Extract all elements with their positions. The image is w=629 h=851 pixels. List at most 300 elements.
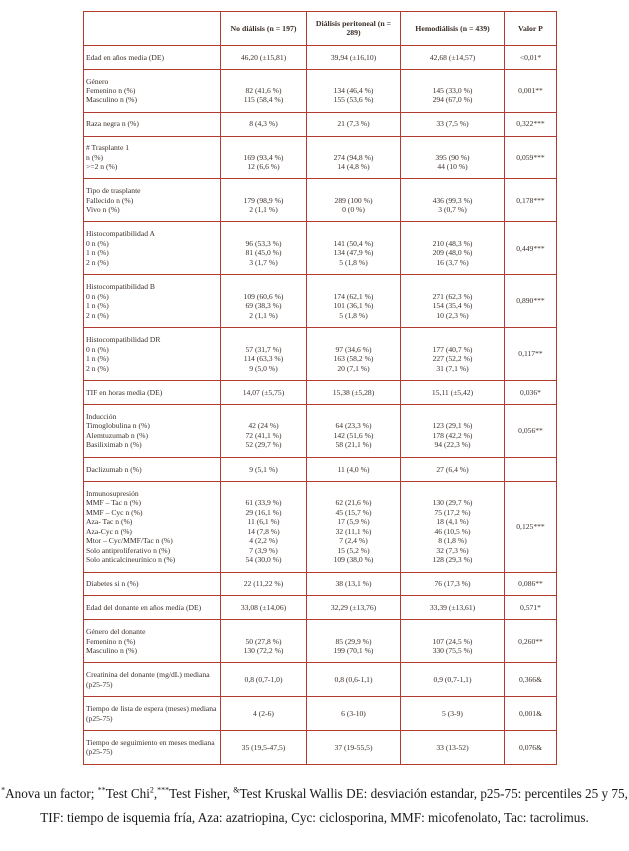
p-value-cell: 0,056** <box>505 404 557 457</box>
table-footnote <box>0 779 629 830</box>
table-row <box>84 404 557 457</box>
row-label-line: Edad del donante en años media (DE) <box>86 603 202 613</box>
no-dialisis-value-cell <box>221 69 307 112</box>
row-label-line: Raza negra n (%) <box>86 119 139 129</box>
no-dialisis-value-cell <box>221 179 307 222</box>
data-table-container <box>83 11 556 770</box>
no-dialisis-value-cell <box>221 222 307 275</box>
hemodialisis-value-line: 32 (7,3 %) <box>436 545 469 555</box>
dialisis-peritoneal-value-line <box>309 186 398 195</box>
no-dialisis-value-line: 33,08 (±14,06) <box>240 603 287 613</box>
header-blank <box>84 12 221 46</box>
hemodialisis-value-line: 145 (33,0 %) <box>432 85 473 95</box>
hemodialisis-value-cell <box>401 222 505 275</box>
hemodialisis-value-line <box>403 412 502 421</box>
row-label-line: Solo anticalcineurínico n (%) <box>86 555 176 565</box>
row-label-line: Masculino n (%) <box>86 646 138 656</box>
no-dialisis-value-line <box>223 186 304 195</box>
row-label-line: Daclizumab n (%) <box>86 464 142 474</box>
dialisis-peritoneal-value-cell <box>307 136 401 179</box>
header-valor-p: Valor P <box>505 12 557 46</box>
row-label-cell <box>84 572 221 596</box>
row-label-line: Histocompatibilidad A <box>86 229 155 239</box>
hemodialisis-value-cell <box>401 620 505 663</box>
dialisis-peritoneal-value-line: 134 (46,4 %) <box>333 85 374 95</box>
dialisis-peritoneal-value-line: 32 (11,1 %) <box>335 526 372 536</box>
dialisis-peritoneal-value-line: 37 (19-55,5) <box>334 742 373 752</box>
no-dialisis-value-cell <box>221 697 307 731</box>
dialisis-peritoneal-value-cell <box>307 179 401 222</box>
no-dialisis-value-line: 0,8 (0,7-1,0) <box>244 674 283 684</box>
hemodialisis-value-line <box>403 186 502 195</box>
hemodialisis-value-line: 94 (22,3 %) <box>434 440 471 450</box>
hemodialisis-value-line <box>403 143 502 152</box>
hemodialisis-value-line: 33 (13-52) <box>436 742 469 752</box>
row-label-cell <box>84 481 221 572</box>
no-dialisis-value-line: 54 (30,0 %) <box>245 555 282 565</box>
hemodialisis-value-line: 15,11 (±5,42) <box>431 387 474 397</box>
dialisis-peritoneal-value-cell <box>307 222 401 275</box>
no-dialisis-value-cell <box>221 404 307 457</box>
no-dialisis-value-line: 12 (6,6 %) <box>247 162 280 172</box>
dialisis-peritoneal-value-line: 155 (53,6 %) <box>333 95 374 105</box>
hemodialisis-value-line: 395 (90 %) <box>435 152 470 162</box>
no-dialisis-value-cell <box>221 572 307 596</box>
row-label-line: 0 n (%) <box>86 291 109 301</box>
hemodialisis-value-line: 271 (62,3 %) <box>432 291 473 301</box>
row-label-line: Diabetes si n (%) <box>86 579 139 589</box>
dialisis-peritoneal-value-line: 0 (0 %) <box>342 205 365 215</box>
row-label-line: # Trasplante 1 <box>86 143 130 153</box>
no-dialisis-value-line: 50 (27,8 %) <box>245 636 282 646</box>
p-value-cell: 0,001& <box>505 697 557 731</box>
dialisis-peritoneal-value-line: 20 (7,1 %) <box>337 363 370 373</box>
no-dialisis-value-line: 4 (2-6) <box>253 708 274 718</box>
no-dialisis-value-line: 2 (1,1 %) <box>249 205 278 215</box>
dialisis-peritoneal-value-line: 274 (94,8 %) <box>333 152 374 162</box>
dialisis-peritoneal-value-cell <box>307 572 401 596</box>
no-dialisis-value-line: 14 (7,8 %) <box>247 526 280 536</box>
row-label-cell <box>84 697 221 731</box>
no-dialisis-value-line: 9 (5,0 %) <box>249 363 278 373</box>
no-dialisis-value-line: 29 (16,1 %) <box>245 507 282 517</box>
no-dialisis-value-cell <box>221 731 307 765</box>
table-row <box>84 179 557 222</box>
row-label-cell <box>84 136 221 179</box>
no-dialisis-value-line: 11 (6,1 %) <box>247 517 280 527</box>
row-label-line: Creatinina del donante (mg/dL) mediana (p25-75) <box>86 670 210 689</box>
dialisis-peritoneal-value-line: 58 (21,1 %) <box>335 440 372 450</box>
no-dialisis-value-line: 4 (2,2 %) <box>249 536 278 546</box>
dialisis-peritoneal-value-line: 101 (36,1 %) <box>333 301 374 311</box>
no-dialisis-value-line: 69 (38,3 %) <box>245 301 282 311</box>
dialisis-peritoneal-value-line: 97 (34,6 %) <box>335 344 372 354</box>
footnote-kruskal: &Test Kruskal Wallis DE: desviación estandar, p25-75: percentiles 25 y 75, TIF: tiempo de isquemia fría, Aza: azatriopina, Cyc: ciclosporina, MMF: micofenolato, Tac: tacrolimus. <box>40 786 628 826</box>
table-row <box>84 45 557 69</box>
hemodialisis-value-line: 16 (3,7 %) <box>436 257 469 267</box>
no-dialisis-value-line: 96 (53,3 %) <box>245 238 282 248</box>
no-dialisis-value-line: 81 (45,0 %) <box>245 248 282 258</box>
dialisis-peritoneal-value-line: 174 (62,1 %) <box>333 291 374 301</box>
table-header-row <box>84 12 557 46</box>
hemodialisis-value-cell <box>401 275 505 328</box>
hemodialisis-value-line: 18 (4,1 %) <box>436 517 469 527</box>
no-dialisis-value-line: 9 (5,1 %) <box>249 464 278 474</box>
dialisis-peritoneal-value-line <box>309 627 398 636</box>
hemodialisis-value-line: 128 (29,3 %) <box>432 555 473 565</box>
hemodialisis-value-line: 178 (42,2 %) <box>432 430 473 440</box>
hemodialisis-value-cell <box>401 663 505 697</box>
row-label-line: 1 n (%) <box>86 248 109 258</box>
dialisis-peritoneal-value-cell <box>307 457 401 481</box>
footnote-anova: *Anova un factor; <box>1 786 98 802</box>
no-dialisis-value-line: 179 (98,9 %) <box>243 195 284 205</box>
hemodialisis-value-line: 107 (24,5 %) <box>432 636 473 646</box>
no-dialisis-value-cell <box>221 381 307 405</box>
p-value-cell <box>505 457 557 481</box>
p-value-cell: 0,571* <box>505 596 557 620</box>
row-label-cell <box>84 620 221 663</box>
row-label-line: Femenino n (%) <box>86 636 136 646</box>
dialisis-peritoneal-value-cell <box>307 481 401 572</box>
dialisis-peritoneal-value-line: 11 (4,0 %) <box>337 464 370 474</box>
p-value-cell: 0,366& <box>505 663 557 697</box>
no-dialisis-value-line: 35 (19,5-47,5) <box>241 742 286 752</box>
row-label-line: Histocompatibilidad B <box>86 282 155 292</box>
table-row <box>84 275 557 328</box>
no-dialisis-value-cell <box>221 112 307 136</box>
hemodialisis-value-cell <box>401 697 505 731</box>
row-label-line: n (%) <box>86 152 104 162</box>
header-dialisis-peritoneal: Diálisis peritoneal (n = 289) <box>307 12 401 46</box>
table-row <box>84 596 557 620</box>
no-dialisis-value-line: 42 (24 %) <box>248 421 279 431</box>
row-label-line: Timoglobulina n (%) <box>86 421 150 431</box>
dialisis-peritoneal-value-line: 163 (58,2 %) <box>333 354 374 364</box>
dialisis-peritoneal-value-line: 142 (51,6 %) <box>333 430 374 440</box>
no-dialisis-value-line: 14,07 (±5,75) <box>242 387 285 397</box>
footnote-chi: **Test Chi$^2$, <box>97 786 158 802</box>
no-dialisis-value-line: 7 (3,9 %) <box>249 545 278 555</box>
row-label-cell <box>84 45 221 69</box>
hemodialisis-value-line: 0,9 (0,7-1,1) <box>433 674 472 684</box>
dialisis-peritoneal-value-line: 21 (7,3 %) <box>337 119 370 129</box>
row-label-line: 2 n (%) <box>86 363 109 373</box>
row-label-line: Fallecido n (%) <box>86 195 134 205</box>
no-dialisis-value-cell <box>221 45 307 69</box>
hemodialisis-value-cell <box>401 328 505 381</box>
table-row <box>84 457 557 481</box>
hemodialisis-value-line: 33,39 (±13,61) <box>429 603 476 613</box>
p-value-cell: 0,260** <box>505 620 557 663</box>
row-label-cell <box>84 328 221 381</box>
hemodialisis-value-line <box>403 282 502 291</box>
row-label-cell <box>84 222 221 275</box>
no-dialisis-value-line: 130 (72,2 %) <box>243 646 284 656</box>
dialisis-peritoneal-value-line: 17 (5,9 %) <box>337 517 370 527</box>
p-value-cell: 0,178*** <box>505 179 557 222</box>
no-dialisis-value-cell <box>221 620 307 663</box>
hemodialisis-value-line: 3 (0,7 %) <box>438 205 467 215</box>
footnote-fisher: ***Test Fisher, <box>157 786 234 802</box>
no-dialisis-value-line: 115 (58,4 %) <box>243 95 284 105</box>
table-row <box>84 620 557 663</box>
row-label-line: Género del donante <box>86 627 146 637</box>
p-value-cell: 0,117** <box>505 328 557 381</box>
row-label-line: TIF en horas media (DE) <box>86 387 163 397</box>
no-dialisis-value-cell <box>221 328 307 381</box>
hemodialisis-value-cell <box>401 112 505 136</box>
hemodialisis-value-cell <box>401 596 505 620</box>
data-table <box>83 11 557 765</box>
no-dialisis-value-line: 82 (41,6 %) <box>245 85 282 95</box>
no-dialisis-value-cell <box>221 136 307 179</box>
p-value-cell: 0,036* <box>505 381 557 405</box>
row-label-line: Alemtuzumab n (%) <box>86 430 148 440</box>
row-label-line: >=2 n (%) <box>86 162 118 172</box>
row-label-cell <box>84 731 221 765</box>
hemodialisis-value-line: 227 (52,2 %) <box>432 354 473 364</box>
hemodialisis-value-line: 42,68 (±14,57) <box>429 52 476 62</box>
header-hemodialisis: Hemodiálisis (n = 439) <box>401 12 505 46</box>
row-label-line: Edad en años media (DE) <box>86 52 165 62</box>
no-dialisis-value-line: 114 (63,3 %) <box>243 354 284 364</box>
dialisis-peritoneal-value-line: 38 (13,1 %) <box>335 579 372 589</box>
no-dialisis-value-line <box>223 282 304 291</box>
hemodialisis-value-line: 209 (48,0 %) <box>432 248 473 258</box>
hemodialisis-value-cell <box>401 457 505 481</box>
hemodialisis-value-line: 330 (75,5 %) <box>432 646 473 656</box>
dialisis-peritoneal-value-cell <box>307 45 401 69</box>
row-label-line: Vivo n (%) <box>86 205 120 215</box>
dialisis-peritoneal-value-cell <box>307 663 401 697</box>
hemodialisis-value-cell <box>401 179 505 222</box>
hemodialisis-value-line: 123 (29,1 %) <box>432 421 473 431</box>
no-dialisis-value-line: 22 (11,22 %) <box>243 579 284 589</box>
dialisis-peritoneal-value-line <box>309 282 398 291</box>
dialisis-peritoneal-value-line: 134 (47,9 %) <box>333 248 374 258</box>
row-label-line: MMF – Cyc n (%) <box>86 507 143 517</box>
table-row <box>84 328 557 381</box>
no-dialisis-value-cell <box>221 457 307 481</box>
no-dialisis-value-line: 61 (33,9 %) <box>245 498 282 508</box>
hemodialisis-value-line: 130 (29,7 %) <box>432 498 473 508</box>
p-value-cell: <0,01* <box>505 45 557 69</box>
row-label-line: Tiempo de lista de espera (meses) mediana (p25-75) <box>86 704 217 723</box>
no-dialisis-value-line <box>223 412 304 421</box>
no-dialisis-value-line <box>223 627 304 636</box>
hemodialisis-value-line: 5 (3-9) <box>442 708 463 718</box>
hemodialisis-value-line: 76 (17,3 %) <box>434 579 471 589</box>
hemodialisis-value-line: 27 (6,4 %) <box>436 464 469 474</box>
p-value-cell: 0,059*** <box>505 136 557 179</box>
table-row <box>84 481 557 572</box>
p-value-cell: 0,449*** <box>505 222 557 275</box>
table-row <box>84 381 557 405</box>
dialisis-peritoneal-value-line: 5 (1,8 %) <box>339 257 368 267</box>
dialisis-peritoneal-value-line: 199 (70,1 %) <box>333 646 374 656</box>
row-label-line: 0 n (%) <box>86 238 109 248</box>
row-label-line: 2 n (%) <box>86 257 109 267</box>
row-label-line: Tipo de trasplante <box>86 186 141 196</box>
no-dialisis-value-line <box>223 229 304 238</box>
row-label-cell <box>84 596 221 620</box>
dialisis-peritoneal-value-cell <box>307 328 401 381</box>
dialisis-peritoneal-value-line: 62 (21,6 %) <box>335 498 372 508</box>
no-dialisis-value-cell <box>221 663 307 697</box>
no-dialisis-value-cell <box>221 275 307 328</box>
p-value-cell: 0,125*** <box>505 481 557 572</box>
dialisis-peritoneal-value-line: 15,38 (±5,28) <box>332 387 375 397</box>
row-label-cell <box>84 404 221 457</box>
row-label-line: Aza-Cyc n (%) <box>86 526 132 536</box>
dialisis-peritoneal-value-cell <box>307 275 401 328</box>
p-value-cell: 0,001** <box>505 69 557 112</box>
row-label-line: 0 n (%) <box>86 344 109 354</box>
hemodialisis-value-line: 177 (40,7 %) <box>432 344 473 354</box>
row-label-line: Género <box>86 76 109 86</box>
row-label-cell <box>84 381 221 405</box>
no-dialisis-value-line: 57 (31,7 %) <box>245 344 282 354</box>
hemodialisis-value-line: 46 (10,5 %) <box>434 526 471 536</box>
hemodialisis-value-line: 10 (2,3 %) <box>436 310 469 320</box>
table-row <box>84 69 557 112</box>
hemodialisis-value-line: 436 (99,3 %) <box>432 195 473 205</box>
dialisis-peritoneal-value-line: 5 (1,8 %) <box>339 310 368 320</box>
hemodialisis-value-line <box>403 335 502 344</box>
hemodialisis-value-line: 154 (35,4 %) <box>432 301 473 311</box>
table-row <box>84 222 557 275</box>
hemodialisis-value-line: 8 (1,8 %) <box>438 536 467 546</box>
no-dialisis-value-cell <box>221 481 307 572</box>
no-dialisis-value-line <box>223 143 304 152</box>
dialisis-peritoneal-value-line: 39,94 (±16,10) <box>330 52 377 62</box>
table-row <box>84 731 557 765</box>
row-label-line: Inducción <box>86 411 117 421</box>
table-row <box>84 572 557 596</box>
hemodialisis-value-cell <box>401 731 505 765</box>
hemodialisis-value-line: 294 (67,0 %) <box>432 95 473 105</box>
table-row <box>84 697 557 731</box>
hemodialisis-value-cell <box>401 381 505 405</box>
dialisis-peritoneal-value-line: 289 (100 %) <box>334 195 373 205</box>
hemodialisis-value-line <box>403 77 502 86</box>
p-value-cell: 0,086** <box>505 572 557 596</box>
row-label-line: Solo antiproliferativo n (%) <box>86 545 171 555</box>
no-dialisis-value-line: 3 (1,7 %) <box>249 257 278 267</box>
hemodialisis-value-line: 33 (7,5 %) <box>436 119 469 129</box>
dialisis-peritoneal-value-line: 85 (29,9 %) <box>335 636 372 646</box>
dialisis-peritoneal-value-line: 6 (3-10) <box>341 708 366 718</box>
row-label-line: Femenino n (%) <box>86 85 136 95</box>
dialisis-peritoneal-value-line <box>309 335 398 344</box>
no-dialisis-value-line: 8 (4,3 %) <box>249 119 278 129</box>
dialisis-peritoneal-value-cell <box>307 697 401 731</box>
dialisis-peritoneal-value-line: 7 (2,4 %) <box>339 536 368 546</box>
dialisis-peritoneal-value-line: 0,8 (0,6-1,1) <box>334 674 373 684</box>
dialisis-peritoneal-value-cell <box>307 381 401 405</box>
hemodialisis-value-cell <box>401 404 505 457</box>
hemodialisis-value-line <box>403 229 502 238</box>
no-dialisis-value-line <box>223 77 304 86</box>
no-dialisis-value-line <box>223 335 304 344</box>
table-row <box>84 136 557 179</box>
hemodialisis-value-line: 31 (7,1 %) <box>436 363 469 373</box>
row-label-line: Masculino n (%) <box>86 95 138 105</box>
no-dialisis-value-line: 169 (93,4 %) <box>243 152 284 162</box>
hemodialisis-value-line: 210 (48,3 %) <box>432 238 473 248</box>
row-label-cell <box>84 69 221 112</box>
row-label-line: Basiliximab n (%) <box>86 440 142 450</box>
hemodialisis-value-cell <box>401 481 505 572</box>
no-dialisis-value-line: 2 (1,1 %) <box>249 310 278 320</box>
row-label-cell <box>84 663 221 697</box>
row-label-cell <box>84 112 221 136</box>
row-label-line: 2 n (%) <box>86 310 109 320</box>
hemodialisis-value-cell <box>401 45 505 69</box>
dialisis-peritoneal-value-line <box>309 229 398 238</box>
hemodialisis-value-line: 75 (17,2 %) <box>434 507 471 517</box>
p-value-cell: 0,076& <box>505 731 557 765</box>
hemodialisis-value-line <box>403 489 502 498</box>
dialisis-peritoneal-value-line <box>309 77 398 86</box>
dialisis-peritoneal-value-line <box>309 143 398 152</box>
dialisis-peritoneal-value-cell <box>307 69 401 112</box>
p-value-cell: 0,890*** <box>505 275 557 328</box>
dialisis-peritoneal-value-cell <box>307 731 401 765</box>
hemodialisis-value-line <box>403 627 502 636</box>
row-label-cell <box>84 457 221 481</box>
dialisis-peritoneal-value-line <box>309 412 398 421</box>
dialisis-peritoneal-value-cell <box>307 596 401 620</box>
dialisis-peritoneal-value-line: 32,29 (±13,76) <box>330 603 377 613</box>
dialisis-peritoneal-value-cell <box>307 620 401 663</box>
row-label-line: Mtor – Cyc/MMF/Tac n (%) <box>86 536 173 546</box>
no-dialisis-value-line: 52 (29,7 %) <box>245 440 282 450</box>
row-label-line: 1 n (%) <box>86 354 109 364</box>
no-dialisis-value-cell <box>221 596 307 620</box>
row-label-line: Aza- Tac n (%) <box>86 517 133 527</box>
p-value-cell: 0,322*** <box>505 112 557 136</box>
row-label-cell <box>84 275 221 328</box>
dialisis-peritoneal-value-cell <box>307 112 401 136</box>
dialisis-peritoneal-value-line: 109 (38,0 %) <box>333 555 374 565</box>
table-row <box>84 663 557 697</box>
no-dialisis-value-line: 109 (60,6 %) <box>243 291 284 301</box>
dialisis-peritoneal-value-line: 64 (23,3 %) <box>335 421 372 431</box>
dialisis-peritoneal-value-cell <box>307 404 401 457</box>
dialisis-peritoneal-value-line: 141 (50,4 %) <box>333 238 374 248</box>
row-label-line: Histocompatibilidad DR <box>86 335 161 345</box>
dialisis-peritoneal-value-line: 45 (15,7 %) <box>335 507 372 517</box>
row-label-line: Inmunosupresión <box>86 488 139 498</box>
dialisis-peritoneal-value-line: 14 (4,8 %) <box>337 162 370 172</box>
row-label-line: MMF – Tac n (%) <box>86 498 142 508</box>
no-dialisis-value-line: 46,20 (±15,81) <box>240 52 287 62</box>
hemodialisis-value-cell <box>401 136 505 179</box>
no-dialisis-value-line <box>223 489 304 498</box>
hemodialisis-value-cell <box>401 69 505 112</box>
row-label-line: 1 n (%) <box>86 301 109 311</box>
no-dialisis-value-line: 72 (41,1 %) <box>245 430 282 440</box>
dialisis-peritoneal-value-line: 15 (5,2 %) <box>337 545 370 555</box>
table-row <box>84 112 557 136</box>
row-label-line: Tiempo de seguimiento en meses mediana (p25-75) <box>86 737 215 757</box>
row-label-cell <box>84 179 221 222</box>
header-no-dialisis: No diálisis (n = 197) <box>221 12 307 46</box>
hemodialisis-value-cell <box>401 572 505 596</box>
hemodialisis-value-line: 44 (10 %) <box>437 162 468 172</box>
